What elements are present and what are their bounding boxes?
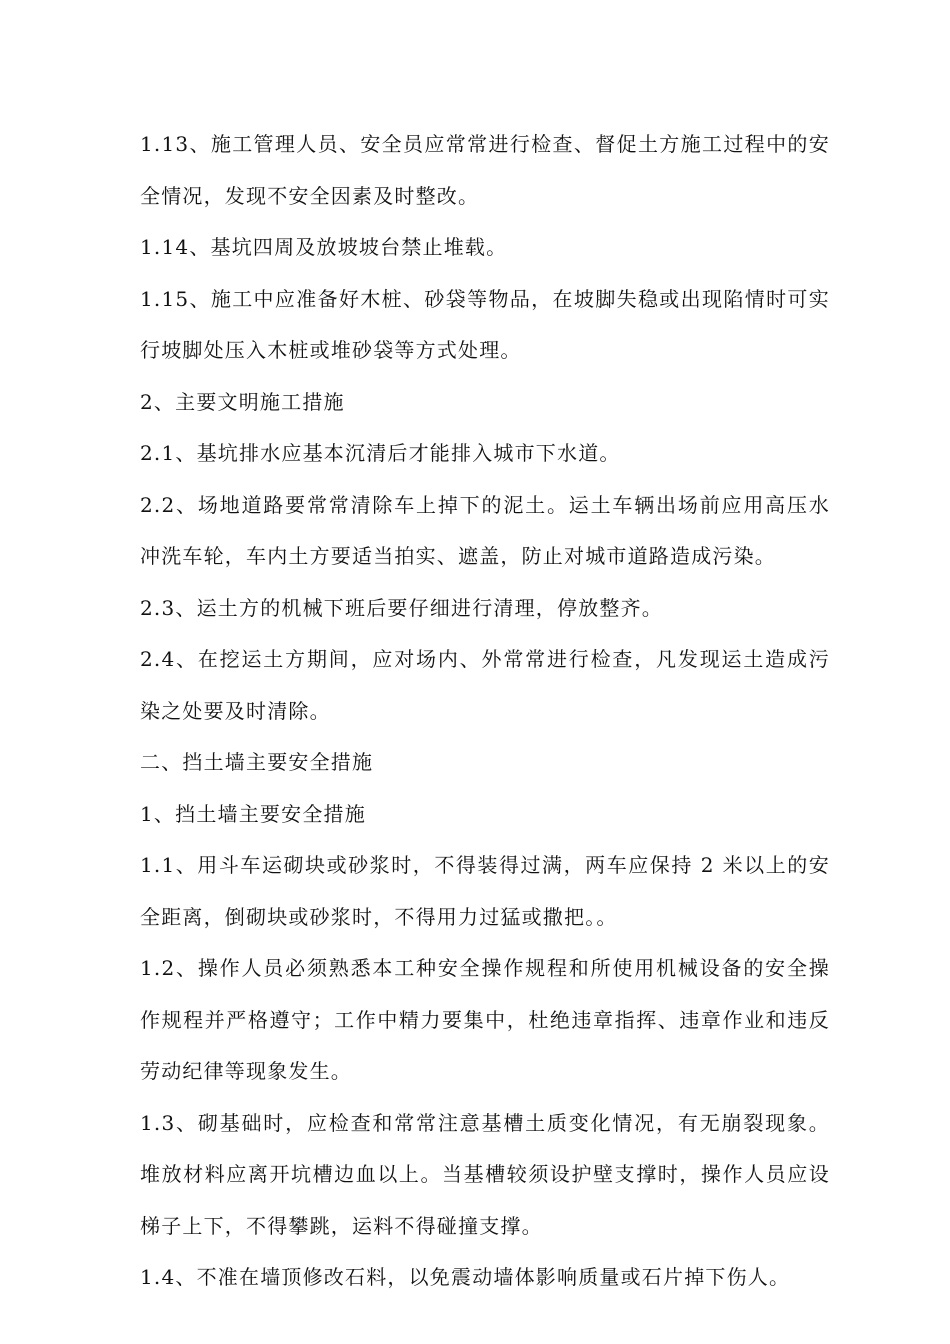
- paragraph-2-3: 2.3、运土方的机械下班后要仔细进行清理，停放整齐。: [140, 595, 664, 620]
- paragraph-1-2: 1.2、操作人员必须熟悉本工种安全操作规程和所使用机械设备的安全操作规程并严格遵守；工作中精力要集中，杜绝违章指挥、违章作业和违反劳动纪律等现象发生。: [140, 956, 830, 1083]
- paragraph-1-3: 1.3、砌基础时，应检查和常常注意基槽土质变化情况，有无崩裂现象。堆放材料应离开坑槽边血以上。当基槽较须设护壁支撑时，操作人员应设梯子上下，不得攀跳，运料不得碰撞支撑。: [140, 1110, 830, 1238]
- paragraph-1-13: 1.13、施工管理人员、安全员应常常进行检查、督促土方施工过程中的安全情况，发现不安全因素及时整改。: [140, 132, 830, 208]
- section-heading-2: 2、主要文明施工措施: [140, 389, 345, 414]
- section-heading-1: 1、挡土墙主要安全措施: [140, 801, 366, 826]
- paragraph-2-2: 2.2、场地道路要常常清除车上掉下的泥土。运土车辆出场前应用高压水冲洗车轮，车内土方要适当拍实、遮盖，防止对城市道路造成污染。: [140, 492, 830, 568]
- paragraph-2-1: 2.1、基坑排水应基本沉清后才能排入城市下水道。: [140, 441, 621, 465]
- paragraph-1-1: 1.1、用斗车运砌块或砂浆时，不得装得过满，两车应保持 2 米以上的安全距离，倒砌块或砂浆时，不得用力过猛或撒把。。: [140, 853, 830, 929]
- paragraph-1-4: 1.4、不准在墙顶修改石料，以免震动墙体影响质量或石片掉下伤人。: [140, 1265, 791, 1289]
- document-body: [140, 119, 830, 1304]
- paragraph-1-14: 1.14、基坑四周及放坡坡台禁止堆载。: [140, 235, 508, 259]
- paragraph-2-4: 2.4、在挖运土方期间，应对场内、外常常进行检查，凡发现运土造成污染之处要及时清除。: [140, 647, 830, 723]
- chapter-heading-2: 二、挡土墙主要安全措施: [140, 750, 374, 774]
- paragraph-1-15: 1.15、施工中应准备好木桩、砂袋等物品，在坡脚失稳或出现陷情时可实行坡脚处压入木桩或堆砂袋等方式处理。: [140, 286, 830, 362]
